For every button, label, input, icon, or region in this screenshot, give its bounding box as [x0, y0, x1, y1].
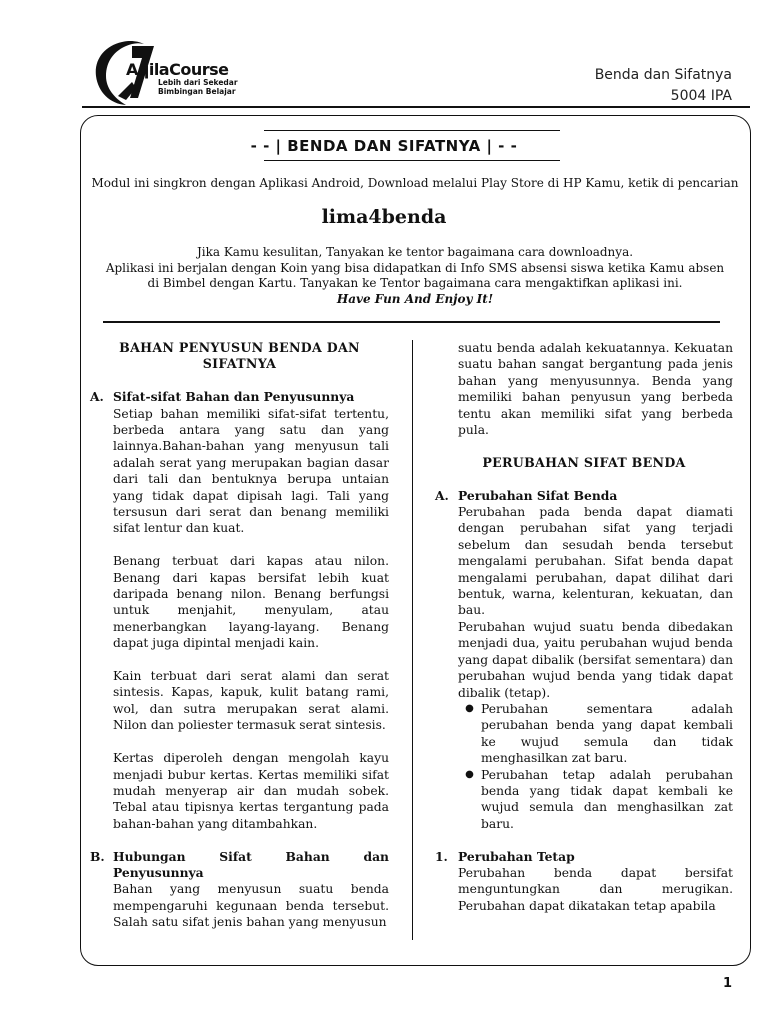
spacer [113, 537, 389, 553]
logo-tagline-line2: Bimbingan Belajar [158, 87, 236, 96]
heading-text: Hubungan Sifat Bahan dan Penyusunnya [113, 848, 389, 880]
paragraph: Kain terbuat dari serat alami dan serat sintesis. Kapas, kapuk, kulit batang rami, wol, dan sutra merupakan serat alami. Nilon dan poliester termasuk serat sintesis. [113, 669, 389, 733]
left-column [90, 340, 389, 931]
paragraph: Perubahan wujud suatu benda dibedakan menjadi dua, yaitu perubahan wujud benda yang dapat dibalik (bersifat sementara) dan perubahan wujud benda yang tidak dapat dibalik (tetap). [458, 619, 733, 700]
header-doc-code: 5004 IPA [670, 88, 732, 104]
paragraph: Setiap bahan memiliki sifat-sifat tertentu, berbeda antara yang satu dan yang lainnya.Bahan-bahan yang menyusun tali adalah serat yang merupakan bagian dasar dari tali dan bentuknya berupa untaian yang tidak dapat dipisah lagi. Tali yang tersusun dari serat dan benang memiliki sifat lentur dan kuat. [113, 406, 389, 536]
paragraph: Perubahan benda dapat bersifat menguntungkan dan merugikan. Perubahan dapat dikatakan tetap apabila [458, 865, 733, 913]
left-a-body [90, 406, 389, 833]
right-section-title: PERUBAHAN SIFAT BENDA [482, 454, 686, 470]
help-fun: Have Fun And Enjoy It! [336, 291, 494, 306]
page-number: 1 [722, 976, 732, 991]
bullet-icon: ● [465, 768, 474, 780]
bullet-icon: ● [465, 702, 474, 714]
heading-text: Sifat-sifat Bahan dan Penyusunnya [113, 389, 355, 405]
spacer [90, 373, 389, 389]
left-b-body [90, 881, 389, 930]
intro-divider [103, 321, 720, 323]
brand-logo [92, 38, 242, 108]
right-heading-1 [435, 849, 733, 865]
bullet-text: Perubahan tetap adalah perubahan benda yang tidak dapat kembali ke wujud semula dan menghasilkan zat baru. [481, 767, 733, 831]
help-text [100, 245, 730, 307]
bullet-text: Perubahan sementara adalah perubahan benda yang dapat kembali ke wujud semula dan tidak menghasilkan zat baru. [481, 701, 733, 766]
logo-tagline [158, 78, 238, 96]
spacer [435, 471, 733, 487]
column-divider [412, 340, 413, 940]
help-line-1: Jika Kamu kesulitan, Tanyakan ke tentor bagaimana cara downloadnya. [196, 245, 634, 259]
bullet-item [458, 767, 733, 833]
logo-name: AqilaCourse [126, 60, 229, 79]
right-a-body [435, 504, 733, 832]
spacer [90, 832, 389, 848]
spacer [435, 438, 733, 454]
left-heading-a [90, 389, 389, 405]
heading-marker: 1. [435, 848, 448, 864]
intro-text: Modul ini singkron dengan Aplikasi Android, Download melalui Play Store di HP Kamu, ketik di pencarian [91, 176, 739, 190]
right-column [435, 340, 733, 914]
heading-text: Perubahan Tetap [458, 848, 575, 864]
left-section-title: BAHAN PENYUSUN BENDA DAN SIFATNYA [119, 340, 360, 372]
spacer [113, 652, 389, 668]
paragraph: Bahan yang menyusun suatu benda mempengaruhi kegunaan benda tersebut. Salah satu sifat jenis bahan yang menyusun [113, 882, 389, 930]
right-continuation [435, 340, 733, 438]
paragraph: Benang terbuat dari kapas atau nilon. Benang dari kapas bersifat lebih kuat daripada benang nilon. Benang berfungsi untuk menjahit, menyulam, atau menerbangkan layang-layang. Benang dapat juga dipintal menjadi kain. [113, 554, 389, 651]
paragraph: Perubahan pada benda dapat diamati dengan perubahan sifat yang terjadi sebelum dan sesudah benda tersebut mengalami perubahan. Sifat benda dapat mengalami perubahan, dapat dilihat dari bentuk, warna, kelenturan, kekuatan, dan bau. [458, 505, 733, 618]
right-1-body [435, 865, 733, 914]
title-rule-top [264, 130, 560, 131]
header-divider [82, 106, 750, 108]
header-doc-title: Benda dan Sifatnya [594, 67, 732, 83]
title-rule-bottom [264, 160, 560, 161]
spacer [113, 734, 389, 750]
heading-marker: A. [435, 487, 449, 503]
left-heading-b [90, 849, 389, 882]
bullet-item [458, 701, 733, 767]
paragraph: Kertas diperoleh dengan mengolah kayu menjadi bubur kertas. Kertas memiliki sifat mudah menyerap air dan mudah sobek. Tebal atau tipisnya kertas tergantung pada bahan-bahan yang ditambahkan. [113, 751, 389, 831]
heading-marker: B. [90, 848, 105, 864]
page-title: - - | BENDA DAN SIFATNYA | - - [250, 137, 518, 155]
heading-marker: A. [90, 389, 104, 405]
heading-text: Perubahan Sifat Benda [458, 487, 618, 503]
help-line-2: Aplikasi ini berjalan dengan Koin yang bisa didapatkan di Info SMS absensi siswa ketika Kamu absen di Bimbel dengan Kartu. Tanyakan ke Tentor bagaimana cara mengaktifkan aplikasi ini. [105, 260, 725, 290]
right-heading-a [435, 488, 733, 504]
header-doc-info [595, 65, 732, 107]
logo-tagline-line1: Lebih dari Sekedar [158, 78, 238, 87]
app-name: lima4benda [321, 206, 447, 228]
paragraph: suatu benda adalah kekuatannya. Kekuatan suatu bahan sangat bergantung pada jenis bahan yang menyusunnya. Benda yang memiliki bahan penyusun yang berbeda tentu akan memiliki sifat yang berbeda pula. [458, 341, 733, 438]
spacer [435, 832, 733, 848]
